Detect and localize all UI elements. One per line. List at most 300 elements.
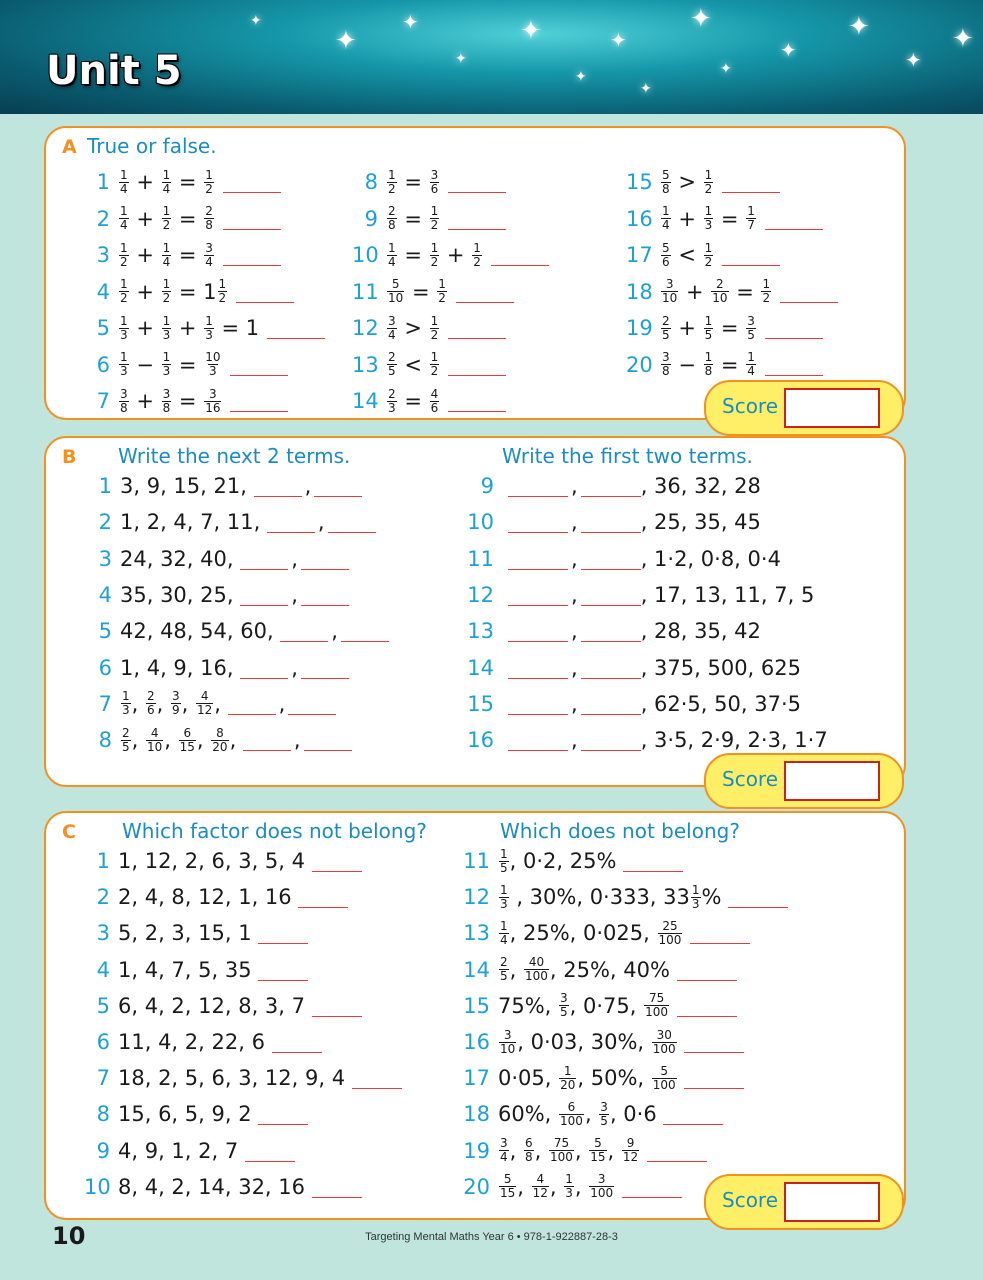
fraction-denominator: 9 [172,703,180,718]
fraction-numerator: 3 [209,386,217,401]
answer-blank[interactable] [448,375,506,376]
answer-blank[interactable] [228,714,276,715]
answer-blank[interactable] [581,641,641,642]
fraction-numerator: 1 [120,313,128,328]
expression-text: = 1 [214,316,260,340]
fraction-denominator: 10 [500,1041,516,1056]
sparkle-star-icon: ✦ [640,81,652,97]
question-row [84,311,325,345]
fraction [564,1173,574,1200]
answer-blank[interactable] [722,265,780,266]
fraction [524,1137,534,1164]
fraction-numerator: 1 [500,918,508,933]
answer-blank[interactable] [581,569,641,570]
fraction [499,956,509,983]
fraction-denominator: 5 [662,327,670,342]
section-c-heading-right: Which does not belong? [500,819,740,843]
question-row [466,542,781,576]
answer-blank[interactable] [288,714,336,715]
fraction-denominator: 100 [652,1077,676,1092]
expression-text: + [679,279,711,304]
fraction [146,727,163,754]
fraction-numerator: 1 [162,313,171,328]
fraction-numerator: 3 [747,313,755,328]
question-number: 5 [96,316,110,340]
fraction-denominator: 10 [662,291,678,305]
score-input-box[interactable] [784,388,880,428]
question-row [352,348,506,382]
question-row [352,165,506,199]
answer-blank[interactable] [223,265,281,266]
fraction-denominator: 2 [430,254,439,269]
answer-blank[interactable] [684,1052,744,1053]
answer-blank[interactable] [312,1197,362,1198]
fraction-numerator: 75 [648,991,665,1006]
answer-blank[interactable] [258,980,308,981]
unit-title: Unit 5 [46,48,182,94]
fraction [204,242,214,269]
fraction-numerator: 3 [172,689,180,704]
fraction-denominator: 2 [388,181,396,196]
fraction-denominator: 8 [525,1150,533,1165]
section-a-score [704,380,904,436]
expression-text: = [405,279,437,304]
answer-blank[interactable] [508,496,568,497]
answer-blank[interactable] [301,678,349,679]
answer-blank[interactable] [301,569,349,570]
fraction-denominator: 2 [430,327,439,342]
question-number: 4 [96,279,110,304]
question-row [90,614,389,648]
question-number: 3 [96,921,110,946]
answer-blank[interactable] [581,714,641,715]
fraction-denominator: 5 [500,860,508,875]
answer-blank[interactable] [267,338,325,339]
fraction-numerator: 6 [183,725,192,740]
question-number: 6 [98,655,112,680]
expression-text: + [129,389,161,413]
section-c-letter: C [62,821,76,843]
answer-blank[interactable] [647,1161,707,1162]
fraction [162,242,172,269]
sequence-known-terms: , 36, 32, 28 [640,474,761,498]
fraction-denominator: 5 [388,364,396,378]
fraction [387,205,397,232]
fraction-denominator: 100 [652,1041,676,1056]
fraction-numerator: 1 [747,204,755,218]
expression-text: + [129,206,161,231]
question-number: 14 [467,655,494,680]
question-row [626,202,823,236]
fraction-numerator: 1 [430,240,439,255]
score-label: Score [722,394,779,418]
question-row [352,238,549,272]
sparkle-star-icon: ✦ [520,16,542,46]
question-row [466,614,761,648]
fraction-denominator: 4 [500,932,508,947]
question-row [84,275,294,309]
answer-blank[interactable] [684,1088,744,1089]
fraction-denominator: 15 [179,739,195,754]
answer-blank[interactable] [240,605,288,606]
fraction-numerator: 2 [662,313,670,328]
answer-blank[interactable] [312,1016,362,1017]
expression-text: , [156,691,170,716]
question-row [84,384,288,418]
fraction-numerator: 1 [704,313,713,328]
sequence-known-terms: , 1·2, 0·8, 0·4 [640,546,781,571]
question-number: 19 [626,316,653,340]
question-row [84,238,281,272]
answer-blank[interactable] [765,338,823,339]
answer-blank[interactable] [581,496,641,497]
question-row [458,844,683,878]
fraction-numerator: 1 [122,689,130,704]
question-number: 5 [98,619,112,644]
fraction-numerator: 1 [205,313,213,328]
fraction [532,1173,549,1200]
expression-text: + [129,316,161,340]
answer-blank[interactable] [623,871,683,872]
answer-blank[interactable] [240,678,288,679]
expression-text: 4, 9, 1, 2, 7 [118,1138,245,1163]
fraction [661,169,671,196]
question-row [90,469,362,503]
fraction-denominator: 3 [120,327,128,342]
expression-text: > [671,170,703,194]
answer-blank[interactable] [352,1088,402,1089]
answer-blank[interactable] [581,532,641,533]
fraction [162,315,172,342]
fraction [430,315,440,342]
expression-text [670,994,677,1018]
question-row [466,578,814,612]
fraction-denominator: 5 [560,1005,568,1020]
answer-blank[interactable] [508,605,568,606]
answer-blank[interactable] [240,569,288,570]
fraction-denominator: 100 [550,1150,573,1165]
answer-blank[interactable] [230,411,288,412]
question-number: 7 [96,1066,110,1091]
question-row [84,953,308,987]
question-row [466,687,801,721]
question-row [90,687,336,721]
expression-text: , [517,1174,531,1199]
expression-text: < [397,352,429,377]
question-row [90,542,349,576]
question-row [84,202,281,236]
comma-separator: , [291,582,298,607]
fraction-denominator: 5 [500,969,508,984]
fraction [761,278,771,305]
fraction-numerator: 1 [691,882,700,897]
fraction-denominator: 6 [430,181,439,196]
fraction-numerator: 5 [391,277,400,291]
expression-text: 60%, [498,1102,559,1127]
answer-blank[interactable] [448,338,506,339]
question-row [626,275,838,309]
expression-text: , [131,691,145,716]
fraction [430,351,440,378]
question-row [84,880,348,914]
expression-text: 6, 4, 2, 12, 8, 3, 7 [118,993,312,1018]
expression-text: 18, 2, 5, 6, 3, 12, 9, 4 [118,1066,352,1091]
answer-blank[interactable] [508,678,568,679]
question-number: 18 [626,279,653,304]
fraction-denominator: 4 [162,254,171,269]
answer-blank[interactable] [448,411,506,412]
expression-text [683,921,690,945]
answer-blank[interactable] [328,532,376,533]
question-number: 3 [98,546,112,571]
expression-text: , [131,728,145,753]
question-row [626,238,780,272]
fraction-denominator: 15 [590,1150,606,1165]
answer-blank[interactable] [780,302,838,303]
fraction [661,205,671,232]
section-c-panel [44,811,906,1220]
section-b-letter: B [62,446,77,468]
fraction-denominator: 3 [120,364,128,378]
question-row [352,311,506,345]
sequence-known-terms: , 3·5, 2·9, 2·3, 1·7 [640,728,828,753]
answer-blank[interactable] [304,750,352,751]
fraction-denominator: 16 [205,400,221,415]
comma-separator: , [571,691,578,716]
answer-blank[interactable] [491,265,549,266]
expression-text: , 0·2, 25% [509,849,624,873]
fraction-numerator: 3 [430,167,439,182]
fraction-numerator: 1 [500,882,508,897]
answer-blank[interactable] [448,229,506,230]
expression-text: = [172,243,204,267]
fraction-numerator: 6 [525,1136,533,1151]
answer-blank[interactable] [236,302,294,303]
expression-text: , 25%, 0·025, [509,921,657,946]
fraction-denominator: 10 [388,291,404,305]
fraction-numerator: 30 [656,1027,672,1042]
question-number: 10 [352,243,379,267]
expression-text: = [714,316,746,340]
sequence-known-terms: , 28, 35, 42 [640,619,761,644]
answer-blank[interactable] [243,750,291,751]
fraction-denominator: 3 [162,364,171,378]
fraction [499,920,509,947]
question-number: 1 [98,474,112,498]
question-number: 18 [463,1102,490,1127]
expression-text: , 30%, 0·333, 33 [509,885,690,910]
answer-blank[interactable] [280,641,328,642]
expression-text: = [729,279,761,304]
fraction-denominator: 8 [162,400,171,415]
fraction-numerator: 1 [120,350,128,364]
answer-blank[interactable] [663,1124,723,1125]
fraction-denominator: 12 [197,703,213,718]
fraction-numerator: 75 [553,1136,570,1151]
fraction [661,351,671,378]
fraction [387,351,397,378]
fraction-denominator: 2 [430,218,439,232]
fraction-numerator: 5 [662,167,670,182]
fraction-numerator: 3 [665,277,674,291]
expression-text: = [172,206,204,231]
answer-blank[interactable] [677,980,737,981]
answer-blank[interactable] [508,641,568,642]
comma-separator: , [293,728,301,753]
question-row [84,1061,402,1095]
question-row [84,916,308,950]
expression-text: % [701,885,729,910]
answer-blank[interactable] [508,750,568,751]
fraction-numerator: 1 [662,204,670,218]
score-input-box[interactable] [784,761,880,801]
question-number: 3 [96,243,110,267]
expression-text [678,1030,685,1054]
answer-blank[interactable] [298,907,348,908]
section-b-score [704,753,904,809]
fraction-denominator: 100 [590,1186,614,1201]
question-row [458,1025,744,1059]
score-input-box[interactable] [784,1182,880,1222]
fraction-denominator: 12 [622,1150,639,1165]
fraction-numerator: 9 [626,1136,635,1151]
expression-text: , [574,1174,589,1199]
answer-blank[interactable] [765,229,823,230]
expression-text: , [584,1102,599,1127]
answer-blank[interactable] [508,569,568,570]
question-number: 8 [364,170,378,194]
fraction-denominator: 2 [205,181,213,196]
fraction [644,992,669,1019]
fraction-denominator: 3 [205,327,213,342]
answer-blank[interactable] [722,192,780,193]
question-row [352,275,514,309]
answer-blank[interactable] [508,532,568,533]
sparkle-star-icon: ✦ [780,38,797,62]
expression-text: = [714,206,746,231]
answer-blank[interactable] [223,192,281,193]
fraction-denominator: 6 [430,400,439,415]
fraction [204,205,214,232]
expression-text: 75%, [498,993,559,1018]
fraction [437,278,447,305]
fraction [711,278,728,305]
sparkle-star-icon: ✦ [848,12,870,42]
answer-blank[interactable] [581,605,641,606]
fraction-denominator: 100 [658,932,682,947]
fraction-denominator: 2 [120,291,128,305]
question-number: 11 [463,849,490,873]
answer-blank[interactable] [314,496,362,497]
answer-blank[interactable] [272,1052,322,1053]
answer-blank[interactable] [581,750,641,751]
expression-text: , [214,691,228,716]
answer-blank[interactable] [245,1161,295,1162]
fraction-numerator: 5 [503,1172,512,1187]
sequence-known-terms: , 17, 13, 11, 7, 5 [640,582,815,607]
answer-blank[interactable] [765,375,823,376]
answer-blank[interactable] [728,907,788,908]
fraction [622,1137,639,1164]
fraction-denominator: 4 [162,181,171,196]
answer-blank[interactable] [690,943,750,944]
answer-blank[interactable] [301,605,349,606]
fraction [430,388,440,415]
fraction [211,727,228,754]
answer-blank[interactable] [223,229,281,230]
answer-blank[interactable] [267,532,315,533]
fraction [499,884,509,911]
fraction [387,242,397,269]
fraction-denominator: 6 [147,703,155,718]
expression-text: 1, 2, 4, 7, 11, [120,510,267,535]
expression-text: , 0·6 [609,1102,664,1127]
fraction-numerator: 1 [704,240,713,255]
answer-blank[interactable] [456,302,514,303]
fraction-numerator: 4 [430,386,439,401]
answer-blank[interactable] [622,1197,682,1198]
question-number: 11 [352,279,379,304]
score-label: Score [722,1188,779,1212]
fraction-numerator: 1 [120,277,128,291]
expression-text: = [172,352,204,377]
fraction [691,884,701,911]
fraction-numerator: 1 [565,1172,573,1187]
answer-blank[interactable] [254,496,302,497]
expression-text: 0·05, [498,1066,559,1091]
fraction [430,205,440,232]
answer-blank[interactable] [508,714,568,715]
answer-blank[interactable] [448,192,506,193]
fraction-denominator: 15 [500,1186,516,1201]
answer-blank[interactable] [230,375,288,376]
question-row [458,1097,723,1131]
answer-blank[interactable] [258,943,308,944]
comma-separator: , [571,546,578,571]
fraction [387,278,404,305]
fraction-denominator: 2 [762,291,771,305]
fraction [387,169,397,196]
question-number: 1 [96,170,110,194]
question-row [84,1025,322,1059]
fraction [589,1137,606,1164]
comma-separator: , [278,691,286,716]
fraction-numerator: 3 [662,350,670,364]
expression-text: = [172,170,204,194]
expression-text: 2, 4, 8, 12, 1, 16 [118,885,299,910]
answer-blank[interactable] [312,871,362,872]
expression-text: 8, 4, 2, 14, 32, 16 [118,1174,312,1199]
fraction-numerator: 3 [388,313,396,328]
question-number: 17 [626,243,653,267]
answer-blank[interactable] [341,641,389,642]
expression-text: = [397,243,429,267]
fraction-denominator: 2 [430,364,439,378]
fraction [162,351,172,378]
expression-text: − [671,352,703,377]
answer-blank[interactable] [258,1124,308,1125]
expression-text: > [397,316,429,340]
fraction-numerator: 4 [536,1172,545,1187]
answer-blank[interactable] [581,678,641,679]
answer-blank[interactable] [677,1016,737,1017]
fraction-numerator: 2 [388,386,396,401]
fraction-numerator: 1 [762,277,771,291]
fraction-denominator: 3 [388,400,396,415]
fraction [652,1029,677,1056]
fraction-denominator: 2 [438,291,446,305]
expression-text: , 25%, 40% [549,957,677,982]
